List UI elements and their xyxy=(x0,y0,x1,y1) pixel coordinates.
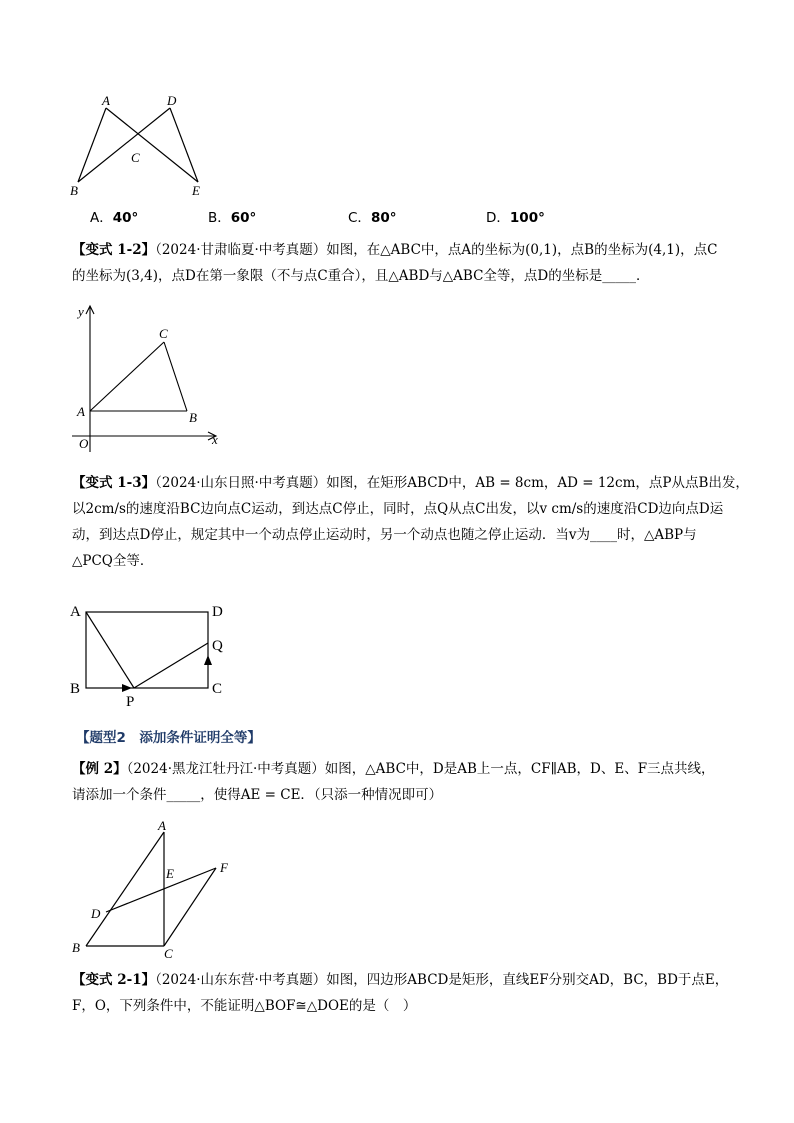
segment-ac xyxy=(90,342,164,411)
segment-df xyxy=(106,868,216,912)
label-e: E xyxy=(192,183,200,198)
label-b: B xyxy=(70,183,78,198)
variant-1-3-text xyxy=(72,470,749,574)
label-y: y xyxy=(78,304,84,319)
figure-coordinate xyxy=(70,300,230,460)
variant-1-3-line-1: （2024·山东日照·中考真题）如图，在矩形ABCD中，AB = 8cm，AD = 12cm，点P从点B出发， xyxy=(155,475,749,491)
label-a: A xyxy=(158,818,166,833)
label-d: D xyxy=(167,93,177,108)
figure-rectangle xyxy=(66,598,246,710)
label-a: A xyxy=(70,604,81,620)
option-a[interactable]: A．40° xyxy=(90,210,139,226)
label-b: B xyxy=(72,940,80,955)
variant-1-2-line-1: （2024·甘肃临夏·中考真题）如图，在△ABC中，点A的坐标为(0,1)，点B的坐标为(4,1)，点C xyxy=(155,242,718,258)
figure-triangle-parallel-svg xyxy=(66,818,246,960)
label-c: C xyxy=(212,681,223,697)
option-b[interactable]: B．60° xyxy=(208,210,257,226)
example-2-tag: 【例 2】 xyxy=(72,761,127,777)
label-c: C xyxy=(131,150,140,165)
variant-1-3-line-4: △PCQ全等． xyxy=(72,553,154,569)
segment-pq xyxy=(134,643,208,688)
segment-ab xyxy=(86,832,164,946)
section-heading: 【题型2 添加条件证明全等】 xyxy=(76,730,261,746)
arrow-toward-d-icon xyxy=(204,655,212,665)
variant-1-3-tag: 【变式 1-3】 xyxy=(72,475,156,491)
option-c[interactable]: C．80° xyxy=(348,210,397,226)
variant-1-2-text xyxy=(72,237,732,289)
variant-1-2-tag: 【变式 1-2】 xyxy=(72,242,156,258)
option-d[interactable]: D．100° xyxy=(486,210,545,226)
figure-bowtie xyxy=(66,92,226,202)
figure-bowtie-svg xyxy=(66,92,226,202)
label-x: x xyxy=(212,432,218,447)
label-a: A xyxy=(102,93,110,108)
variant-2-1-line-1: （2024·山东东营·中考真题）如图，四边形ABCD是矩形，直线EF分别交AD，BC，BD于点E， xyxy=(155,972,729,988)
label-c: C xyxy=(159,326,168,341)
example-2-line-1: （2024·黑龙江牡丹江·中考真题）如图，△ABC中，D是AB上一点，CF∥AB，D、E、F三点共线， xyxy=(126,761,715,777)
variant-1-3-line-3: 动，到达点D停止，规定其中一个动点停止运动时，另一个动点也随之停止运动．当v为____时，△ABP与 xyxy=(72,527,697,543)
label-f: F xyxy=(220,860,228,875)
label-c: C xyxy=(164,946,173,961)
example-2-line-2: 请添加一个条件_____，使得AE = CE．（只添一种情况即可） xyxy=(72,787,443,803)
figure-triangle-parallel xyxy=(66,818,246,960)
figure-rectangle-svg xyxy=(66,598,246,710)
label-d: D xyxy=(212,604,223,620)
label-o: O xyxy=(79,436,89,451)
label-d: D xyxy=(91,906,101,921)
label-q: Q xyxy=(212,638,223,654)
figure-coordinate-svg xyxy=(70,300,230,460)
segment-cb xyxy=(164,342,187,411)
label-e: E xyxy=(166,866,174,881)
label-a: A xyxy=(77,404,85,419)
example-2-text xyxy=(72,756,732,808)
label-b: B xyxy=(189,410,197,425)
variant-1-2-line-2: 的坐标为(3,4)，点D在第一象限（不与点C重合），且△ABD与△ABC全等，点D的坐标是_____． xyxy=(72,268,650,284)
label-p: P xyxy=(126,694,135,710)
segment-ap xyxy=(86,612,134,688)
variant-2-1-text xyxy=(72,967,732,1019)
label-b: B xyxy=(70,681,81,697)
variant-2-1-line-2: F，O，下列条件中，不能证明△BOF≅△DOE的是（ ） xyxy=(72,998,417,1014)
variant-2-1-tag: 【变式 2-1】 xyxy=(72,972,156,988)
variant-1-3-line-2: 以2cm/s的速度沿BC边向点C运动，到达点C停止，同时，点Q从点C出发，以v cm/s的速度沿CD边向点D运 xyxy=(72,501,724,517)
arrow-toward-c-icon xyxy=(122,684,132,692)
rectangle-abcd xyxy=(86,612,208,688)
